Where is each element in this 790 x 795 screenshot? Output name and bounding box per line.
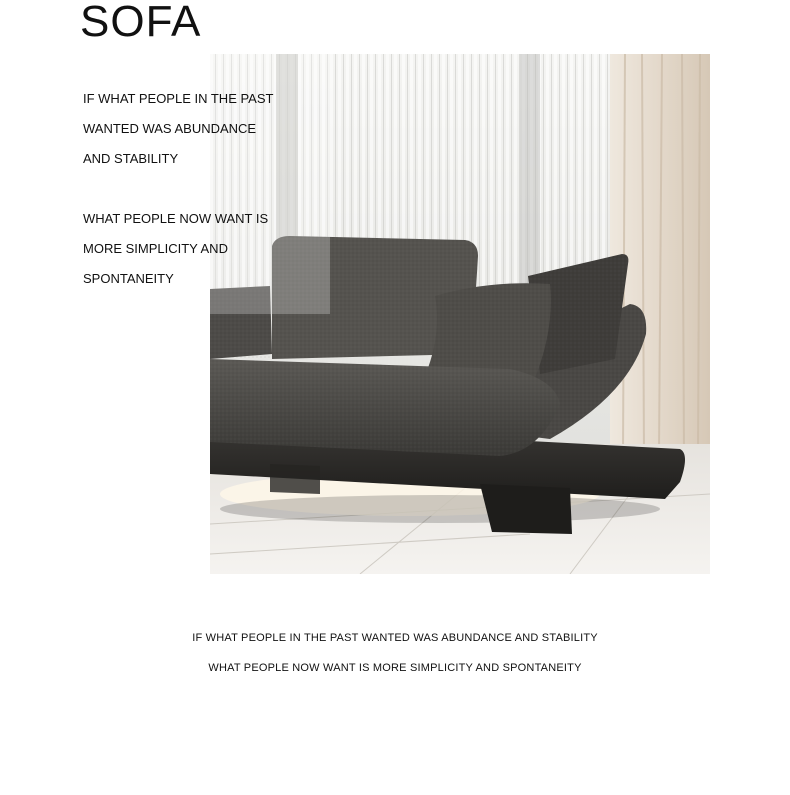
side-text-line: WHAT PEOPLE NOW WANT IS xyxy=(83,211,269,226)
side-text-line: WANTED WAS ABUNDANCE xyxy=(83,121,257,136)
side-text-line: SPONTANEITY xyxy=(83,271,174,286)
side-text-line: MORE SIMPLICITY AND xyxy=(83,241,228,256)
side-text-line: AND STABILITY xyxy=(83,151,179,166)
caption-line-2: WHAT PEOPLE NOW WANT IS MORE SIMPLICITY AND SPONTANEITY xyxy=(208,662,582,674)
side-text xyxy=(83,84,293,294)
paragraph-gap xyxy=(83,174,293,204)
side-text-line: IF WHAT PEOPLE IN THE PAST xyxy=(83,91,274,106)
caption-line-1: IF WHAT PEOPLE IN THE PAST WANTED WAS ABUNDANCE AND STABILITY xyxy=(192,632,598,644)
page-title: SOFA xyxy=(80,0,202,46)
